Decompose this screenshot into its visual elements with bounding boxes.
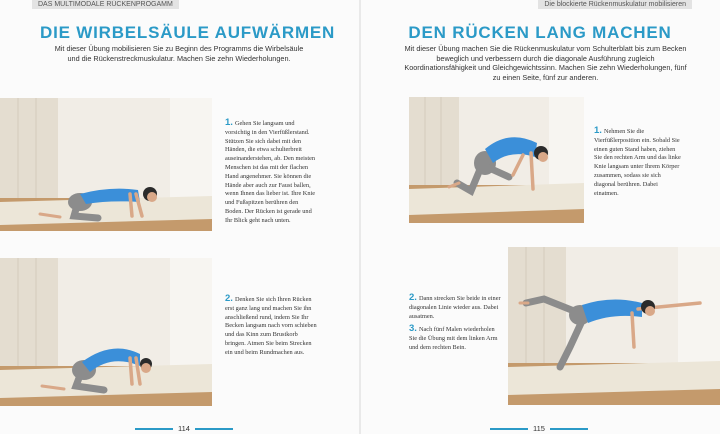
left-step-1-text: Gehen Sie langsam und vorsichtig in den Vierfüßlerstand. Stützen Sie sich dabei mit den Händen, die etwa schulterbreit auseinanderstehen, ab. Den meisten Menschen ist das mit der flachen Hand angenehmer. Sie können die Hände aber auch zur Faust ballen, wenn Ihnen das lieber ist. Ihre Knie und Fußspitzen berühren den Boden. Der Rücken ist gerade und Ihr Blick geht nach unten. [225, 120, 316, 224]
folio-rule [490, 428, 528, 430]
running-header-left: DAS MULTIMODALE RÜCKENPROGAMM [32, 0, 179, 9]
photo-diagonal-extension [508, 247, 720, 405]
photo-round-back [0, 258, 212, 406]
right-steps-2-3 [409, 294, 501, 357]
right-step-3-number: 3. [409, 323, 417, 335]
right-page-number: 115 [533, 424, 545, 433]
left-page-title: DIE WIRBELSÄULE AUFWÄRMEN [40, 23, 336, 42]
folio-rule [195, 428, 233, 430]
right-page-title: DEN RÜCKEN LANG MACHEN [408, 23, 672, 42]
right-intro: Mit dieser Übung machen Sie die Rückenmuskulatur vom Schulterblatt bis zum Becken beweglich und verbessern durch die diagonale Ausführung zugleich Koordinationsfähigkeit und Gleichgewichtssinn. Machen Sie zehn Wiederholungen, fünf zu einen Seite, fünf zur anderen. [404, 44, 687, 82]
right-folio [490, 424, 588, 433]
photo-knee-to-elbow [409, 97, 584, 223]
left-intro: Mit dieser Übung mobilisieren Sie zu Beginn des Programms die Wirbelsäule und die Rückenstreckmuskulatur. Machen Sie zehn Wiederholungen. [54, 44, 304, 63]
left-step-1 [225, 119, 317, 230]
left-step-2-number: 2. [225, 293, 233, 304]
right-step-1-number: 1. [594, 125, 602, 136]
folio-rule [550, 428, 588, 430]
left-page-number: 114 [178, 424, 190, 433]
photo-tabletop-position [0, 98, 212, 231]
left-step-2-text: Denken Sie sich Ihren Rücken erst ganz lang und machen Sie ihn anschließend rund, indem Sie Ihr Becken langsam nach vorn schieben und das Kinn zum Brustkorb bringen. Atmen Sie beim Strecken ein und beim Rundmachen aus. [225, 296, 317, 356]
left-step-2 [225, 295, 317, 362]
right-step-2-number: 2. [409, 292, 417, 303]
right-step-2-text: Dann strecken Sie beide in einer diagonalen Linie wieder aus. Dabei ausatmen. [409, 295, 501, 320]
right-step-1 [594, 127, 684, 202]
right-step-3-text: Nach fünf Malen wiederholen Sie die Übung mit dem linken Arm und dem rechten Bein. [409, 326, 498, 351]
right-step-1-text: Nehmen Sie die Vierfüßlerposition ein. Sobald Sie einen guten Stand haben, ziehen Sie den rechten Arm und das linke Knie langsam unter Ihrem Körper zusammen, sodass sie sich diagonal berühren. Dabei einatmen. [594, 128, 681, 197]
left-folio [135, 424, 233, 433]
left-step-1-number: 1. [225, 117, 233, 128]
folio-rule [135, 428, 173, 430]
right-step-3 [409, 325, 501, 352]
right-step-2 [409, 294, 501, 321]
running-header-right: Die blockierte Rückenmuskulatur mobilisieren [538, 0, 692, 9]
